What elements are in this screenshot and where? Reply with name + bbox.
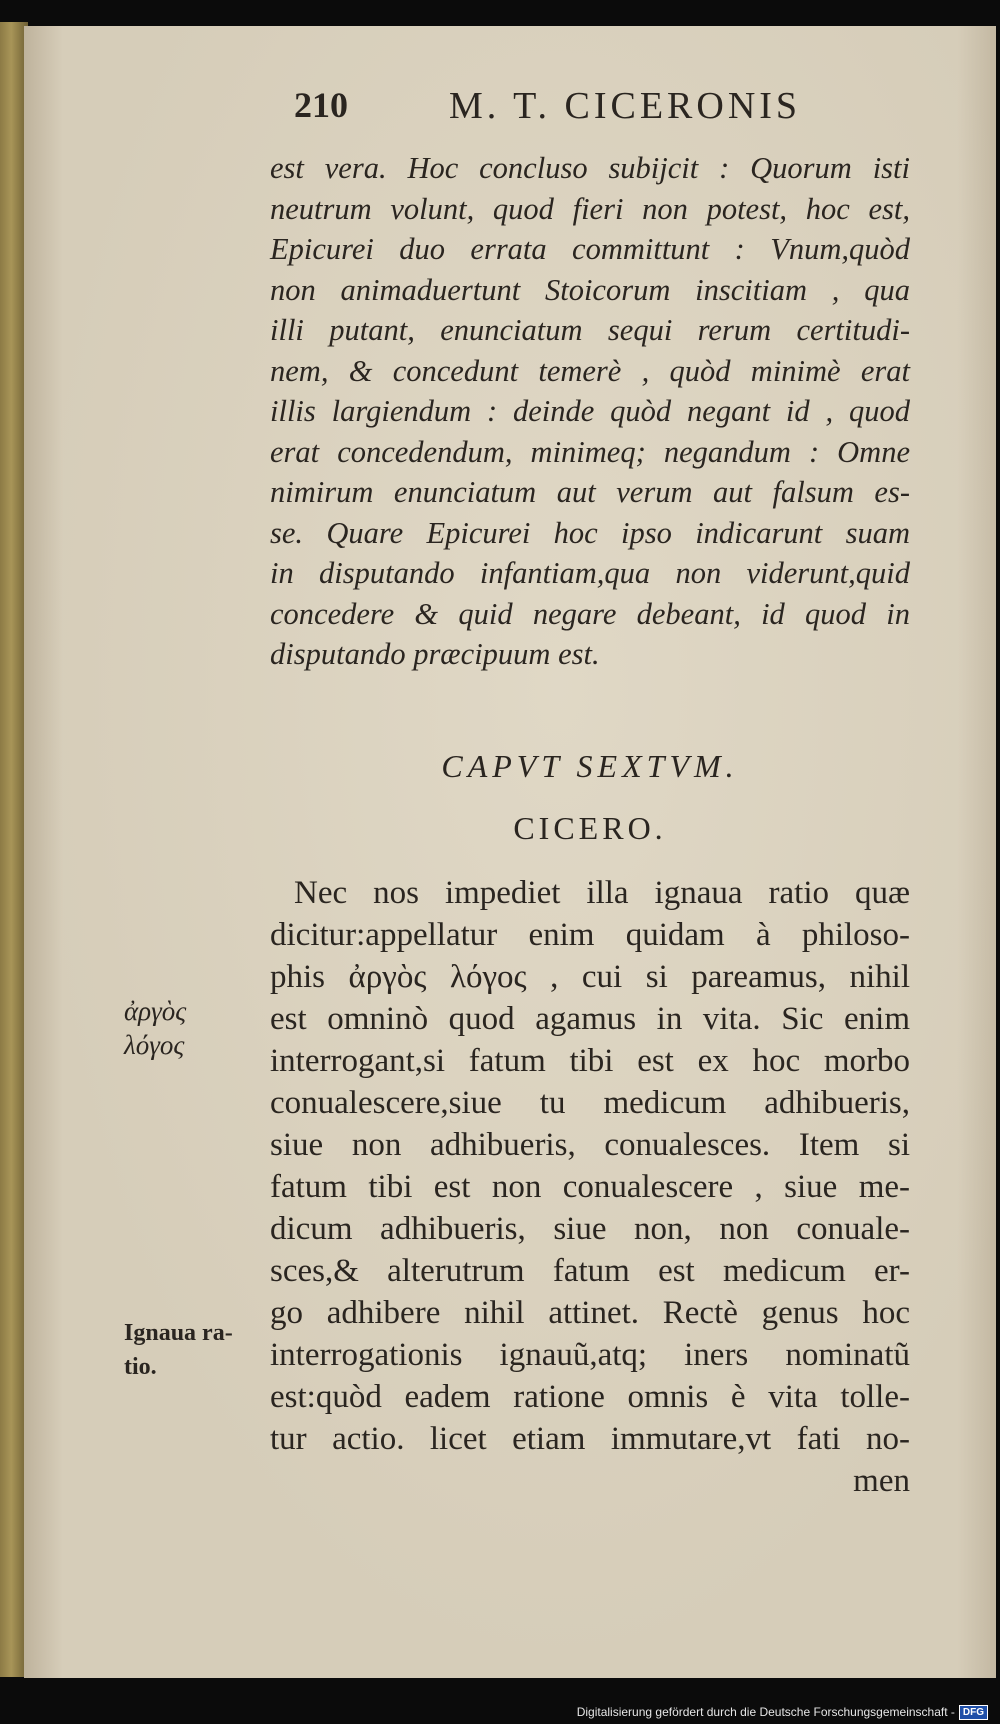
text-line: erat concedendum, minimeq; negandum : Omne: [270, 434, 910, 469]
margin-note-latin: [124, 1316, 233, 1384]
text-line: est omninò quod agamus in vita. Sic enim: [270, 1001, 910, 1037]
text-line: in disputando infantiam,qua non viderunt,quid: [270, 556, 910, 590]
text-line: neutrum volunt, quod fieri non potest, hoc est,: [270, 191, 910, 226]
speaker-heading: CICERO.: [513, 810, 667, 846]
running-title: M. T. CICERONIS: [449, 85, 802, 127]
text-line: disputando præcipuum est.: [270, 637, 600, 671]
main-text: [270, 872, 910, 1502]
text-line: men: [853, 1463, 910, 1499]
text-line: dicitur:appellatur enim quidam à philoso-: [270, 917, 910, 953]
text-line: nem, & concedunt temerè , quòd minimè erat: [270, 353, 910, 388]
margin-note-line: tio.: [124, 1354, 157, 1380]
text-line: dicum adhibueris, siue non, non conuale-: [270, 1211, 910, 1247]
text-line: Epicurei duo errata committunt : Vnum,quòd: [270, 232, 910, 266]
text-line: illi putant, enunciatum sequi rerum certitudi-: [270, 313, 910, 347]
margin-note-line: ἀργὸς: [124, 996, 187, 1026]
book-page: [24, 26, 996, 1678]
text-line: go adhibere nihil attinet. Rectè genus hoc: [270, 1295, 910, 1331]
margin-note-greek: [124, 994, 186, 1062]
chapter-heading: CAPVT SEXTVM.: [441, 748, 739, 784]
text-line: fatum tibi est non conualescere , siue me-: [270, 1169, 910, 1205]
margin-note-line: λόγος: [124, 1030, 185, 1060]
dfg-logo: DFG: [959, 1705, 988, 1720]
page-number: 210: [294, 85, 348, 125]
text-line: tur actio. licet etiam immutare,vt fati no-: [270, 1421, 910, 1457]
italic-commentary: [270, 148, 910, 675]
credit-text: Digitalisierung gefördert durch die Deutsche Forschungsgemeinschaft -: [576, 1705, 955, 1719]
text-line: sces,& alterutrum fatum est medicum er-: [270, 1253, 910, 1289]
margin-note-line: Ignaua ra-: [124, 1320, 233, 1346]
text-line: illis largiendum : deinde quòd negant id , quod: [270, 394, 910, 428]
running-head: [294, 84, 894, 144]
text-line: Nec nos impediet illa ignaua ratio quæ: [294, 875, 910, 911]
text-line: phis ἀργὸς λόγος , cui si pareamus, nihil: [270, 959, 910, 995]
text-line: interrogant,si fatum tibi est ex hoc morbo: [270, 1043, 910, 1079]
digitization-credit: [577, 1704, 988, 1720]
text-line: nimirum enunciatum aut verum aut falsum es-: [270, 475, 910, 509]
text-line: est vera. Hoc concluso subijcit : Quorum isti: [270, 151, 910, 185]
text-line: non animaduertunt Stoicorum inscitiam , qua: [270, 272, 910, 307]
text-line: siue non adhibueris, conualesces. Item si: [270, 1127, 910, 1163]
text-line: concedere & quid negare debeant, id quod in: [270, 596, 910, 631]
text-line: conualescere,siue tu medicum adhibueris,: [270, 1085, 910, 1121]
text-line: se. Quare Epicurei hoc ipso indicarunt suam: [270, 515, 910, 550]
text-line: interrogationis ignauũ,atq; iners nominatũ: [270, 1337, 910, 1373]
text-line: est:quòd eadem ratione omnis è vita tolle-: [270, 1379, 910, 1415]
